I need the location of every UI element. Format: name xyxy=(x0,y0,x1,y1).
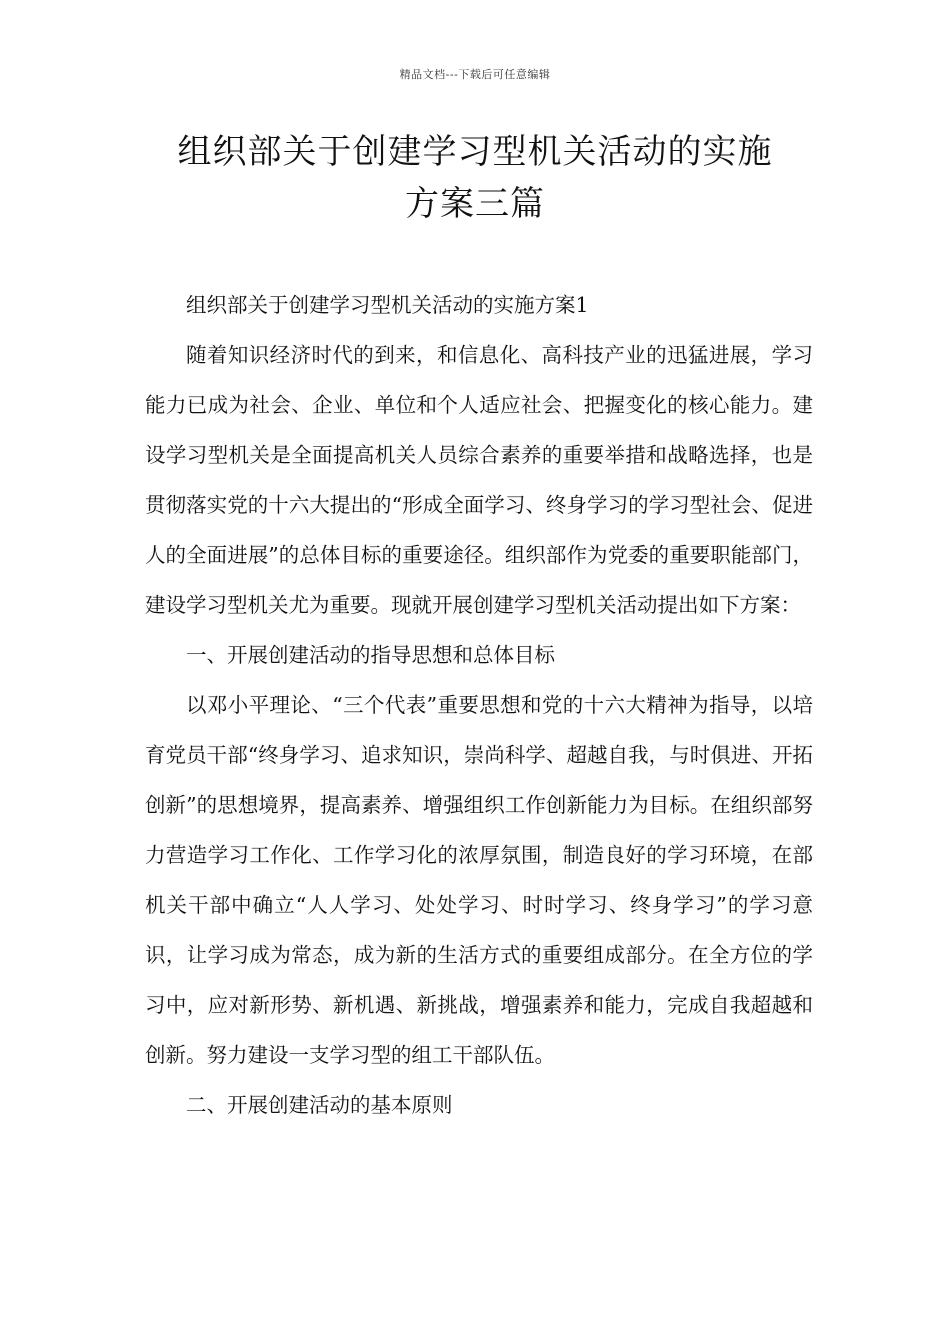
section-1-paragraph: 以邓小平理论、“三个代表”重要思想和党的十六大精神为指导，以培育党员干部“终身学习、追求知识，崇尚科学、超越自我，与时俱进、开拓创新”的思想境界，提高素养、增强组织工作创新能力为目标。在组织部努力营造学习工作化、工作学习化的浓厚氛围，制造良好的学习环境，在部机关干部中确立“人人学习、处处学习、时时学习、终身学习”的学习意识，让学习成为常态，成为新的生活方式的重要组成部分。在全方位的学习中，应对新形势、新机遇、新挑战，增强素养和能力，完成自我超越和创新。努力建设一支学习型的组工干部队伍。 xyxy=(145,693,813,1067)
header-note: 精品文档---下载后可任意编辑 xyxy=(399,68,551,81)
title-line-1: 组织部关于创建学习型机关活动的实施 xyxy=(177,132,773,172)
document-title xyxy=(100,126,850,230)
subtitle-paragraph: 组织部关于创建学习型机关活动的实施方案1 xyxy=(186,293,589,317)
section-heading-1: 一、开展创建活动的指导思想和总体目标 xyxy=(186,643,555,667)
intro-paragraph: 随着知识经济时代的到来，和信息化、高科技产业的迅猛进展，学习能力已成为社会、企业、单位和个人适应社会、把握变化的核心能力。建设学习型机关是全面提高机关人员综合素养的重要举措和战略选择，也是贯彻落实党的十六大提出的“形成全面学习、终身学习的学习型社会、促进人的全面进展”的总体目标的重要途径。组织部作为党委的重要职能部门，建设学习型机关尤为重要。现就开展创建学习型机关活动提出如下方案： xyxy=(145,343,813,617)
document-body xyxy=(145,280,813,1130)
title-line-2: 方案三篇 xyxy=(405,184,545,224)
section-heading-2: 二、开展创建活动的基本原则 xyxy=(186,1093,453,1117)
